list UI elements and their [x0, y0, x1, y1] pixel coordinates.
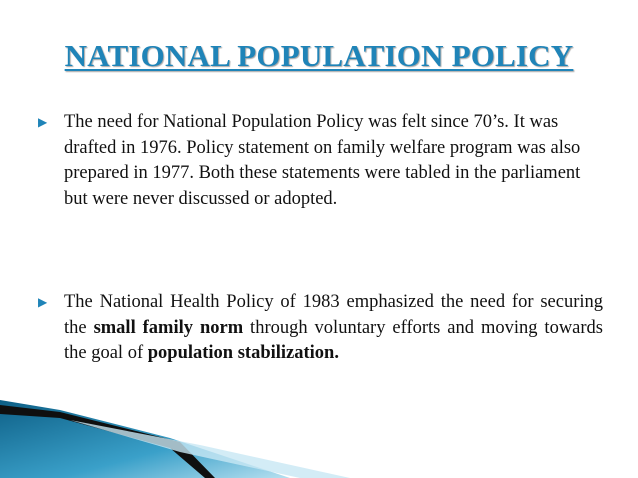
bullet-item-2 [38, 290, 603, 367]
bullet-2-text-before: The National Health Policy of 1983 emphasized the need for securing the [64, 292, 603, 338]
bullet-2-text-middle: through voluntary efforts and moving towards the goal of [64, 317, 603, 363]
bullet-2-bold-small-family-norm: small family norm [93, 317, 244, 338]
triangle-right-icon: ▶ [38, 295, 48, 309]
triangle-right-icon: ▶ [38, 115, 48, 129]
bullet-text-2 [64, 290, 603, 367]
bullet-item-1 [38, 110, 603, 212]
slide-title [0, 38, 638, 74]
bullet-text-1: The need for National Population Policy was felt since 70’s. It was drafted in 1976. Policy statement on family welfare program was also prepared in 1977. Both these statements were tabled in the parliament but were never discussed or adopted. [64, 112, 581, 209]
bullet-2-bold-population-stabilization: population stabilization. [147, 343, 339, 363]
slide-title-text: NATIONAL POPULATION POLICY [64, 38, 574, 73]
